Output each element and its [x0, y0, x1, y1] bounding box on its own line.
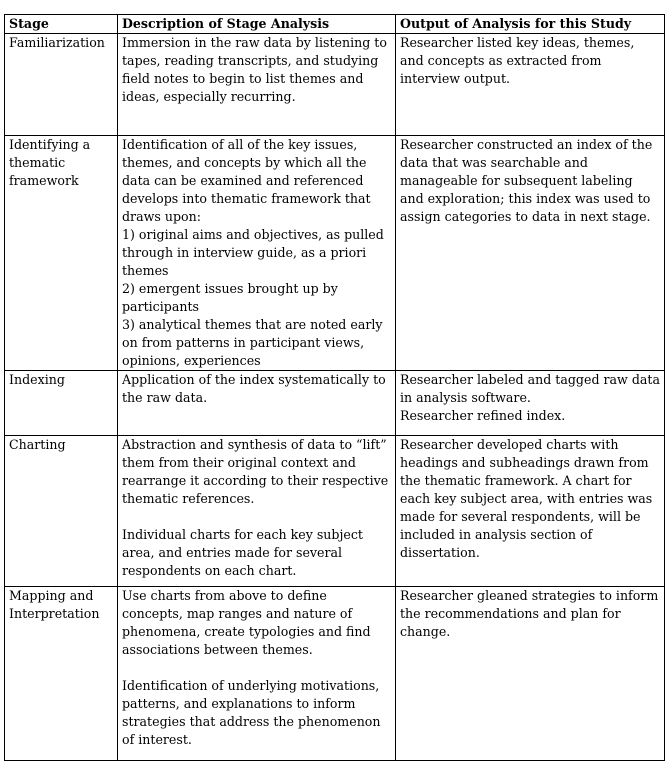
output-text: Researcher listed key ideas, themes, and concepts as extracted from interview output.: [400, 35, 635, 86]
description-text: Use charts from above to define concepts, map ranges and nature of phenomena, create typologies and find associations between themes. Identification of underlying motivations, patterns, and explanations to inform strategies that address the phenomenon of interest.: [122, 588, 381, 747]
header-output: Output of Analysis for this Study: [396, 15, 665, 34]
output-text: Researcher labeled and tagged raw data in analysis software. Researcher refined index.: [400, 372, 660, 423]
stage-cell: [5, 587, 118, 761]
stage-cell: [5, 371, 118, 436]
description-cell: [118, 34, 396, 136]
stage-text: Indexing: [9, 372, 65, 387]
stage-text: Familiarization: [9, 35, 105, 50]
table-row: [5, 136, 665, 371]
description-cell: [118, 371, 396, 436]
description-cell: [118, 587, 396, 761]
output-cell: [396, 136, 665, 371]
output-text: Researcher developed charts with headings and subheadings drawn from the thematic framework. A chart for each key subject area, with entries was made for several respondents, will be included in analysis section of dissertation.: [400, 437, 653, 560]
description-text: Abstraction and synthesis of data to “lift” them from their original context and rearrange it according to their respective thematic references. Individual charts for each key subject area, and entries made for several respondents on each chart.: [122, 437, 389, 578]
output-cell: [396, 34, 665, 136]
stage-cell: [5, 436, 118, 587]
description-cell: [118, 136, 396, 371]
output-cell: [396, 436, 665, 587]
description-text: Application of the index systematically to the raw data.: [122, 372, 386, 405]
table-row: [5, 34, 665, 136]
stage-analysis-table: [4, 14, 665, 761]
output-cell: [396, 587, 665, 761]
stage-cell: [5, 34, 118, 136]
stage-text: Charting: [9, 437, 66, 452]
header-stage: Stage: [5, 15, 118, 34]
table-row: [5, 587, 665, 761]
table-row: [5, 436, 665, 587]
stage-text: Mapping and Interpretation: [9, 588, 100, 621]
output-cell: [396, 371, 665, 436]
stage-cell: [5, 136, 118, 371]
table-row: [5, 371, 665, 436]
description-text: Immersion in the raw data by listening to tapes, reading transcripts, and studying field notes to begin to list themes and ideas, especially recurring.: [122, 35, 387, 104]
table-header-row: [5, 15, 665, 34]
header-description: Description of Stage Analysis: [118, 15, 396, 34]
description-cell: [118, 436, 396, 587]
output-text: Researcher constructed an index of the data that was searchable and manageable for subsequent labeling and exploration; this index was used to assign categories to data in next stage.: [400, 137, 653, 224]
description-text: Identification of all of the key issues, themes, and concepts by which all the data can be examined and referenced develops into thematic framework that draws upon: 1) original aims and objectives, as pulled through in interview guide, as a priori themes 2) emergent issues brought up by participants 3) analytical themes that are noted early on from patterns in participant views, opinions, experiences: [122, 137, 384, 368]
output-text: Researcher gleaned strategies to inform the recommendations and plan for change.: [400, 588, 659, 639]
stage-text: Identifying a thematic framework: [9, 137, 91, 188]
